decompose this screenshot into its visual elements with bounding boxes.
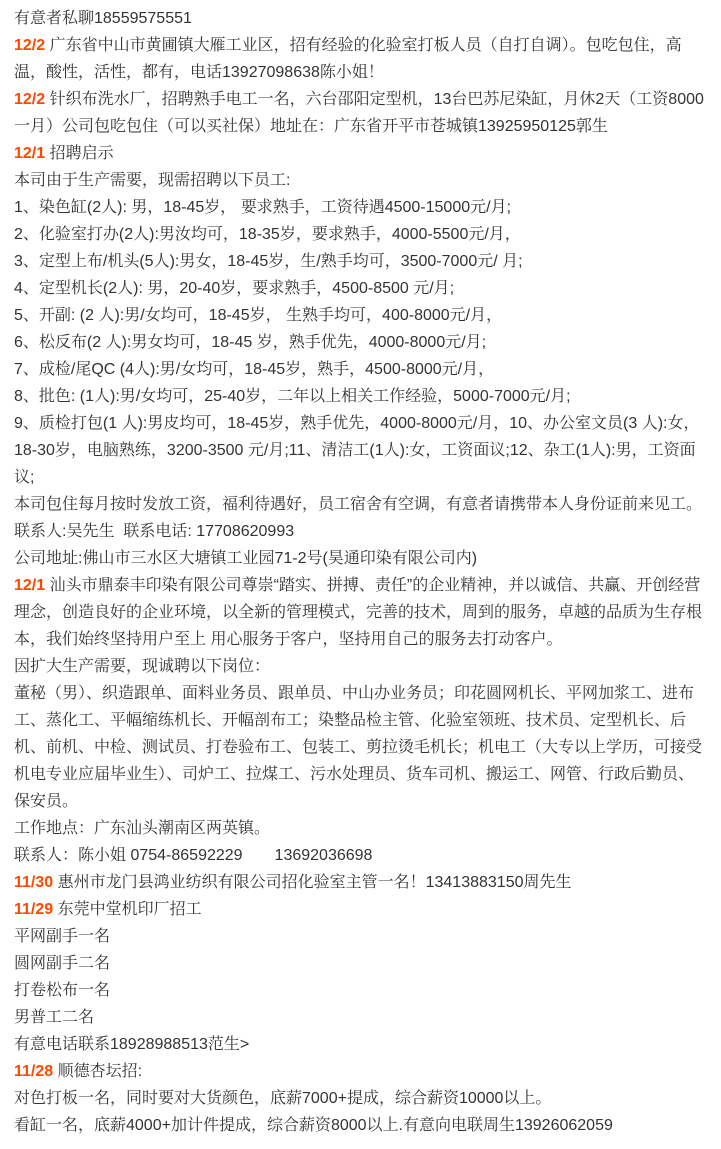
post-date-label: 12/2 bbox=[14, 91, 46, 108]
post-text: 1、染色缸(2人): 男，18-45岁， 要求熟手，工资待遇4500-15000元/月; bbox=[14, 199, 512, 216]
post-paragraph bbox=[14, 275, 707, 302]
post-text: 本司由于生产需要，现需招聘以下员工: bbox=[14, 172, 291, 189]
post-date-label: 11/29 bbox=[14, 901, 54, 918]
post-paragraph bbox=[14, 491, 707, 518]
post-paragraph bbox=[14, 545, 707, 572]
post-paragraph bbox=[14, 194, 707, 221]
post-date-label: 12/1 bbox=[14, 145, 46, 162]
post-paragraph bbox=[14, 329, 707, 356]
post-text: 东莞中堂机印厂招工 bbox=[57, 901, 202, 918]
post-text: 惠州市龙门县鸿业纺织有限公司招化验室主管一名！13413883150周先生 bbox=[57, 874, 572, 891]
post-paragraph bbox=[14, 1031, 707, 1058]
post-text: 工作地点：广东汕头潮南区两英镇。 bbox=[14, 820, 271, 837]
post-text: 公司地址:佛山市三水区大塘镇工业园71-2号(昊通印染有限公司内) bbox=[14, 550, 478, 567]
post-text: 4、定型机长(2人): 男，20-40岁，要求熟手，4500-8500 元/月; bbox=[14, 280, 455, 297]
post-text: 圆网副手二名 bbox=[14, 955, 111, 972]
post-paragraph bbox=[14, 1058, 707, 1085]
post-date-label: 12/1 bbox=[14, 577, 46, 594]
post-date-label: 11/30 bbox=[14, 874, 54, 891]
post-text: 男普工二名 bbox=[14, 1009, 95, 1026]
post-text: 有意者私聊18559575551 bbox=[14, 10, 192, 27]
post-paragraph bbox=[14, 1085, 707, 1112]
post-paragraph bbox=[14, 383, 707, 410]
post-text: 有意电话联系18928988513范生> bbox=[14, 1036, 250, 1053]
post-paragraph bbox=[14, 86, 707, 140]
post-text: 7、成检/尾QC (4人):男/女均可，18-45岁，熟手，4500-8000元/月， bbox=[14, 361, 495, 378]
post-text: 因扩大生产需要，现诚聘以下岗位： bbox=[14, 658, 271, 675]
post-date-label: 11/28 bbox=[14, 1063, 54, 1080]
post-text: 看缸一名，底薪4000+加计件提成，综合薪资8000以上.有意向电联周生13926062059 bbox=[14, 1117, 613, 1134]
post-text: 2、化验室打办(2人):男汝均可，18-35岁，要求熟手，4000-5500元/月， bbox=[14, 226, 521, 243]
post-paragraph bbox=[14, 977, 707, 1004]
post-paragraph bbox=[14, 248, 707, 275]
post-paragraph bbox=[14, 518, 707, 545]
post-text: 对色打板一名，同时要对大货颜色，底薪7000+提成，综合薪资10000以上。 bbox=[14, 1090, 552, 1107]
post-text: 汕头市鼎泰丰印染有限公司尊崇“踏实、拼搏、责任”的企业精神，并以诚信、共赢、开创经营理念，创造良好的企业环境，以全新的管理模式，完善的技术，周到的服务，卓越的品质为生存根本，我们始终坚持用户至上 用心服务于客户，坚持用自己的服务去打动客户。 bbox=[14, 577, 703, 648]
post-text: 招聘启示 bbox=[49, 145, 114, 162]
post-paragraph bbox=[14, 572, 707, 653]
post-text: 联系人：陈小姐 0754-86592229 13692036698 bbox=[14, 847, 373, 864]
post-text: 5、开副: (2 人):男/女均可，18-45岁， 生熟手均可，400-8000元/月， bbox=[14, 307, 503, 324]
post-date-label: 12/2 bbox=[14, 37, 46, 54]
post-paragraph bbox=[14, 221, 707, 248]
post-text: 本司包住每月按时发放工资，福利待遇好，员工宿舍有空调，有意者请携带本人身份证前来见工。 bbox=[14, 496, 703, 513]
post-paragraph bbox=[14, 653, 707, 680]
post-paragraph bbox=[14, 167, 707, 194]
post-paragraph bbox=[14, 1112, 707, 1139]
post-paragraph bbox=[14, 356, 707, 383]
post-paragraph bbox=[14, 680, 707, 815]
post-paragraph bbox=[14, 140, 707, 167]
post-text: 平网副手一名 bbox=[14, 928, 111, 945]
post-paragraph bbox=[14, 1004, 707, 1031]
post-paragraph bbox=[14, 410, 707, 491]
post-text: 打卷松布一名 bbox=[14, 982, 111, 999]
post-text: 8、批色: (1人):男/女均可，25-40岁，二年以上相关工作经验，5000-7000元/月; bbox=[14, 388, 571, 405]
post-paragraph bbox=[14, 815, 707, 842]
post-text: 6、松反布(2 人):男女均可，18-45 岁，熟手优先，4000-8000元/月; bbox=[14, 334, 487, 351]
post-paragraph bbox=[14, 302, 707, 329]
post-text: 董秘（男）、织造跟单、面料业务员、跟单员、中山办业务员；印花圆网机长、平网加浆工、进布工、蒸化工、平幅缩练机长、开幅剖布工；染整品检主管、化验室领班、技术员、定型机长、后机、前机、中检、测试员、打卷验布工、包装工、剪拉烫毛机长；机电工（大专以上学历，可接受机电专业应届毕业生）、司炉工、拉煤工、污水处理员、货车司机、搬运工、网管、行政后勤员、保安员。 bbox=[14, 685, 703, 810]
post-paragraph bbox=[14, 842, 707, 869]
post-paragraph bbox=[14, 950, 707, 977]
post-text: 顺德杏坛招: bbox=[57, 1063, 143, 1080]
post-paragraph bbox=[14, 896, 707, 923]
post-text: 3、定型上布/机头(5人):男女，18-45岁，生/熟手均可，3500-7000元/ 月; bbox=[14, 253, 523, 270]
post-text: 针织布洗水厂，招聘熟手电工一名，六台邵阳定型机，13台巴苏尼染缸，月休2天（工资8000一月）公司包吃包住（可以买社保）地址在：广东省开平市苍城镇13925950125郭生 bbox=[14, 91, 704, 135]
post-paragraph bbox=[14, 32, 707, 86]
post-paragraph bbox=[14, 5, 707, 32]
post-text: 联系人:吴先生 联系电话: 17708620993 bbox=[14, 523, 295, 540]
post-paragraph bbox=[14, 869, 707, 896]
post-text: 9、质检打包(1 人):男皮均可，18-45岁，熟手优先，4000-8000元/月，10、办公室文员(3 人):女，18-30岁，电脑熟练，3200-3500 元/月;11、清洁工(1人):女，工资面议;12、杂工(1人):男，工资面议; bbox=[14, 415, 700, 486]
post-paragraph bbox=[14, 923, 707, 950]
post-text: 广东省中山市黄圃镇大雁工业区，招有经验的化验室打板人员（自打自调）。包吃包住，高温，酸性，活性，都有，电话13927098638陈小姐！ bbox=[14, 37, 682, 81]
